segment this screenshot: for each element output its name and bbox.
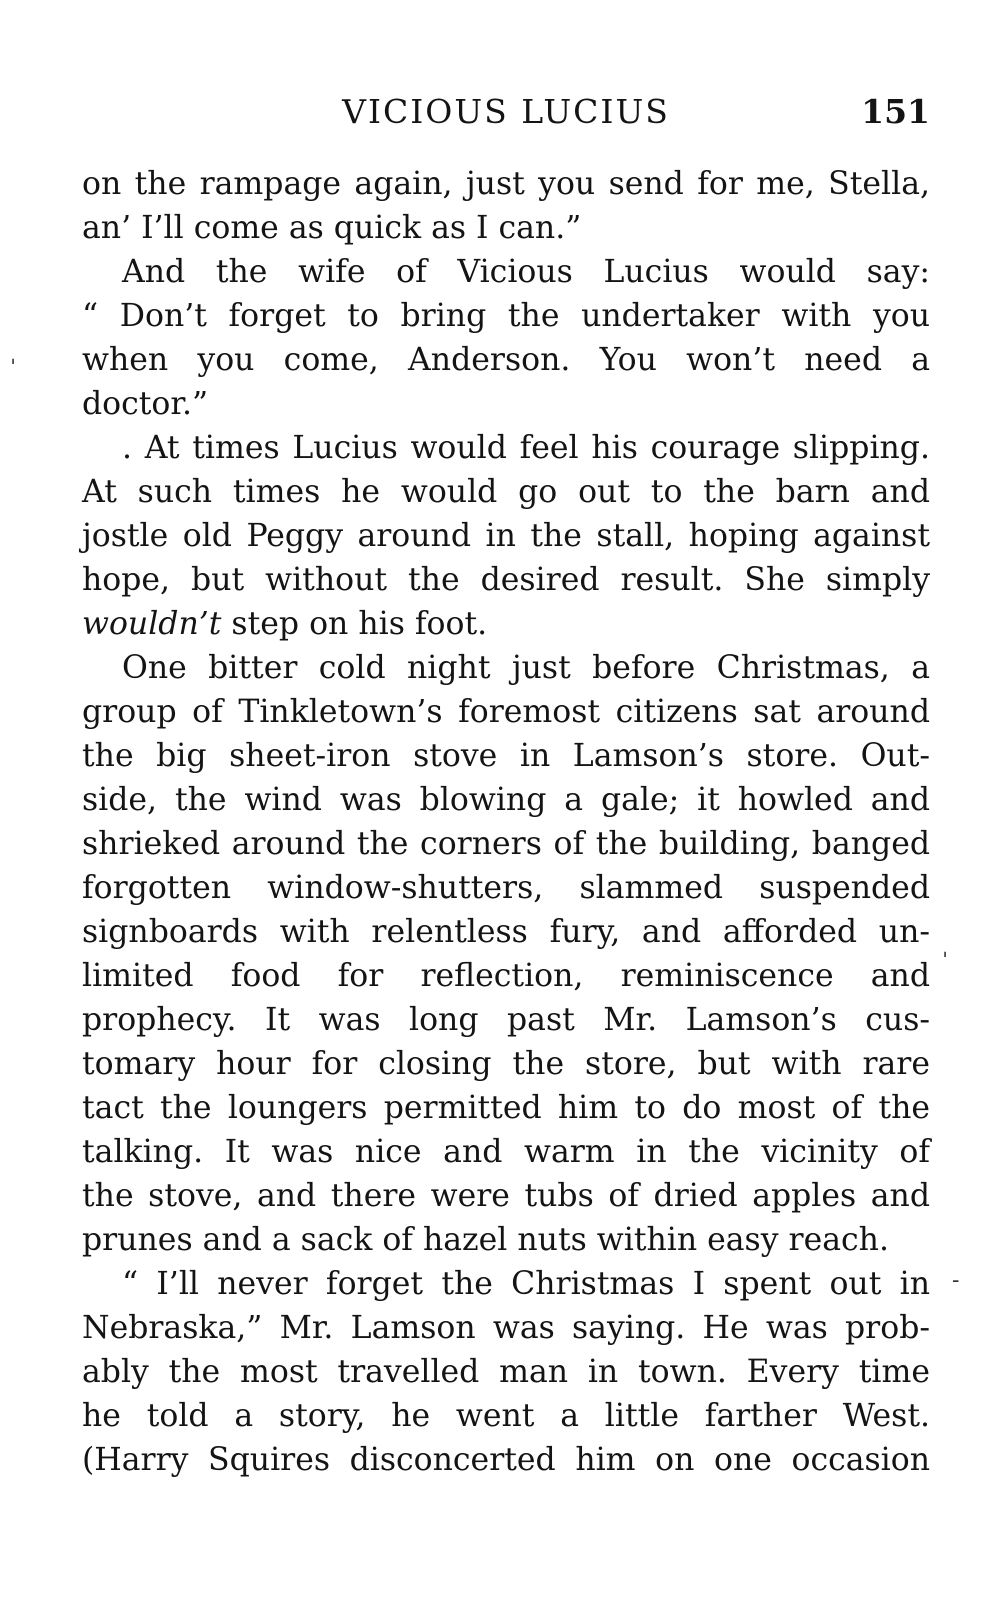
margin-speck-left: ˌ bbox=[10, 342, 17, 367]
text-line: talking. It was nice and warm in the vicinity of bbox=[82, 1134, 930, 1170]
text-line: forgotten window-shutters, slammed suspended bbox=[82, 870, 930, 906]
text-line: wouldn’t step on his foot. bbox=[82, 606, 488, 642]
text-line: prophecy. It was long past Mr. Lamson’s cus- bbox=[82, 1002, 930, 1038]
text-line: . At times Lucius would feel his courage slipping. bbox=[122, 430, 930, 466]
text-line: Nebraska,” Mr. Lamson was saying. He was prob- bbox=[82, 1310, 930, 1346]
margin-speck-right-lower: - bbox=[952, 1268, 960, 1293]
text-line: shrieked around the corners of the building, banged bbox=[82, 826, 930, 862]
text-line: And the wife of Vicious Lucius would say: bbox=[122, 254, 930, 290]
body-text bbox=[82, 162, 930, 1482]
text-line: One bitter cold night just before Christmas, a bbox=[122, 650, 930, 686]
running-title: VICIOUS LUCIUS bbox=[342, 92, 670, 131]
text-line: ably the most travelled man in town. Every time bbox=[82, 1354, 930, 1390]
text-line: side, the wind was blowing a gale; it howled and bbox=[82, 782, 930, 818]
text-line: doctor.” bbox=[82, 386, 209, 422]
text-line: an’ I’ll come as quick as I can.” bbox=[82, 210, 582, 246]
text-line: At such times he would go out to the barn and bbox=[82, 474, 930, 510]
text-line: on the rampage again, just you send for me, Stella, bbox=[82, 166, 930, 202]
emphasis: wouldn’t bbox=[82, 606, 222, 642]
text-line: the big sheet-iron stove in Lamson’s store. Out- bbox=[82, 738, 930, 774]
text-line: prunes and a sack of hazel nuts within easy reach. bbox=[82, 1222, 889, 1258]
text-line: signboards with relentless fury, and afforded un- bbox=[82, 914, 930, 950]
text-line: “ I’ll never forget the Christmas I spent out in bbox=[122, 1266, 930, 1302]
text-line: the stove, and there were tubs of dried apples and bbox=[82, 1178, 930, 1214]
text-line: “ Don’t forget to bring the undertaker with you bbox=[82, 298, 930, 334]
text-line: tact the loungers permitted him to do most of the bbox=[82, 1090, 930, 1126]
text-line: hope, but without the desired result. She simply bbox=[82, 562, 930, 598]
text-line: group of Tinkletown’s foremost citizens sat around bbox=[82, 694, 930, 730]
text-line: when you come, Anderson. You won’t need a bbox=[82, 342, 930, 378]
page-header bbox=[82, 92, 930, 142]
page-number: 151 bbox=[861, 92, 930, 131]
text-line: (Harry Squires disconcerted him on one occasion bbox=[82, 1442, 930, 1478]
margin-speck-right: ˈ bbox=[942, 950, 949, 975]
text-line: tomary hour for closing the store, but with rare bbox=[82, 1046, 930, 1082]
text-line: limited food for reflection, reminiscence and bbox=[82, 958, 930, 994]
text-line: jostle old Peggy around in the stall, hoping against bbox=[82, 518, 930, 554]
text-line: he told a story, he went a little farther West. bbox=[82, 1398, 930, 1434]
